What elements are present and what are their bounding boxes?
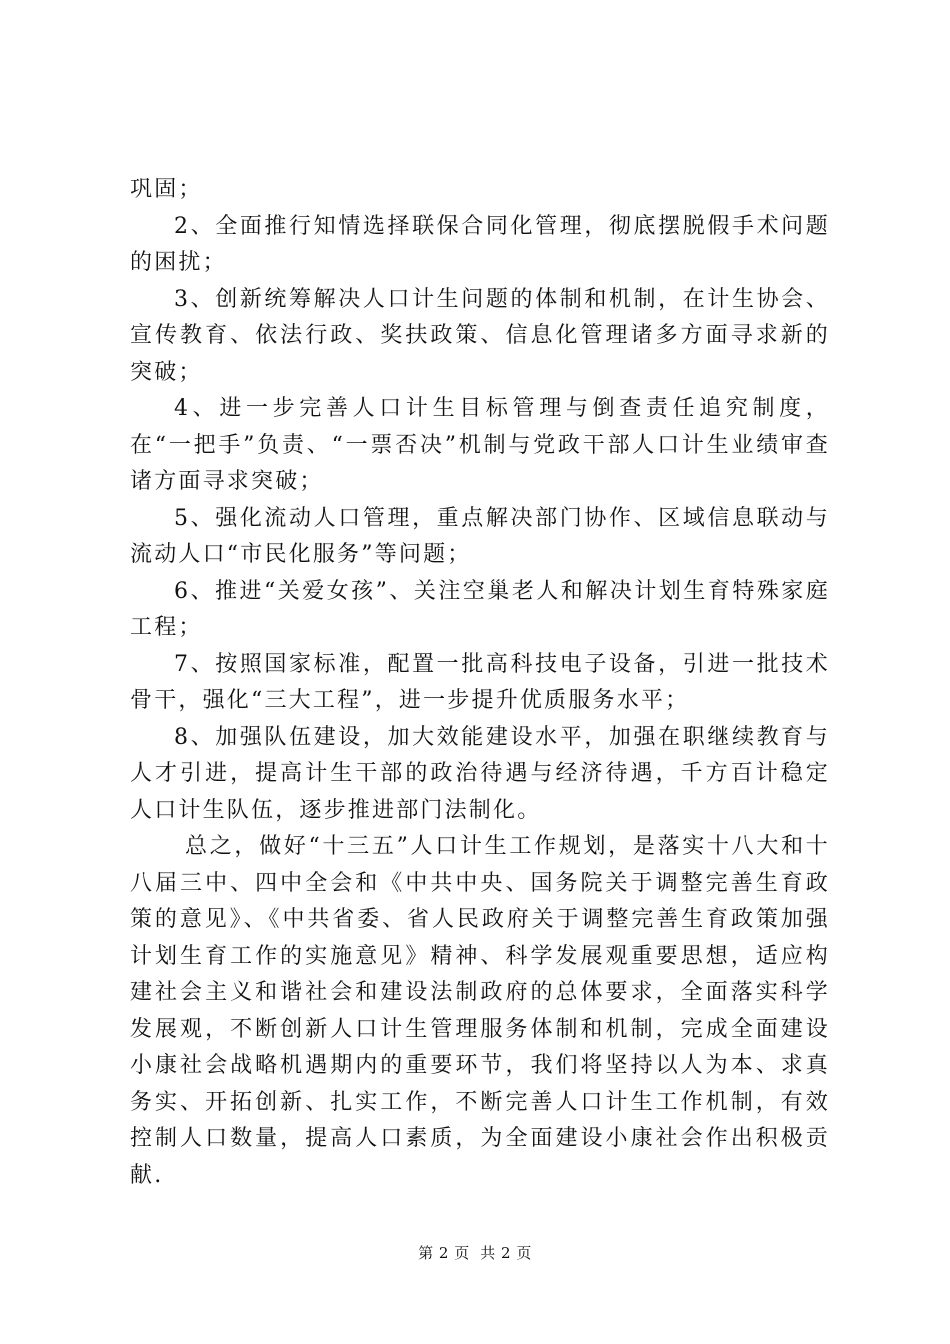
page-footer [0, 1243, 950, 1263]
paragraph-item-2: 2、全面推行知情选择联保合同化管理，彻底摆脱假手术问题的困扰； [130, 213, 830, 275]
paragraph-item-7: 7、按照国家标准，配置一批高科技电子设备，引进一批技术骨干，强化“三大工程”，进一步提升优质服务水平； [130, 651, 830, 713]
paragraph-item-5: 5、强化流动人口管理，重点解决部门协作、区域信息联动与流动人口“市民化服务”等问题； [130, 505, 830, 567]
paragraph-item-6: 6、推进“关爱女孩”、关注空巢老人和解决计划生育特殊家庭工程； [130, 578, 830, 640]
page-number-label: 第 2 页 共 2 页 [418, 1244, 532, 1262]
paragraph-continuation: 巩固； [130, 177, 203, 202]
paragraph-item-3: 3、创新统筹解决人口计生问题的体制和机制，在计生协会、宣传教育、依法行政、奖扶政策、信息化管理诸多方面寻求新的突破； [130, 286, 830, 385]
paragraph-item-8: 8、加强队伍建设，加大效能建设水平，加强在职继续教育与人才引进，提高计生干部的政治待遇与经济待遇，千方百计稳定人口计生队伍，逐步推进部门法制化。 [130, 724, 830, 823]
document-body [130, 172, 830, 1194]
paragraph-summary: 总之，做好“十三五”人口计生工作规划，是落实十八大和十八届三中、四中全会和《中共中央、国务院关于调整完善生育政策的意见》、《中共省委、省人民政府关于调整完善生育政策加强计划生育工作的实施意见》精神、科学发展观重要思想，适应构建社会主义和谐社会和建设法制政府的总体要求，全面落实科学发展观，不断创新人口计生管理服务体制和机制，完成全面建设小康社会战略机遇期内的重要环节，我们将坚持以人为本、求真务实、开拓创新、扎实工作，不断完善人口计生工作机制，有效控制人口数量，提高人口素质，为全面建设小康社会作出积极贡献. [130, 834, 830, 1188]
paragraph-item-4: 4、进一步完善人口计生目标管理与倒查责任追究制度，在“一把手”负责、“一票否决”机制与党政干部人口计生业绩审查诸方面寻求突破； [130, 396, 830, 494]
